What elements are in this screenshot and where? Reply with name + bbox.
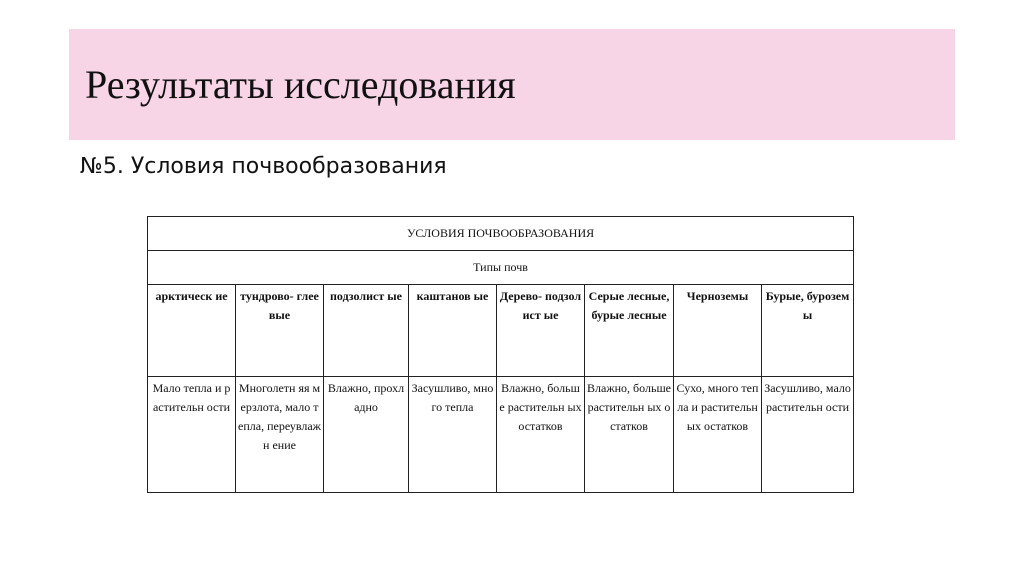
soil-types-row — [148, 285, 854, 377]
column-header: подзолист ые — [324, 285, 409, 377]
table-cell: Сухо, много тепла и растительн ых остатков — [674, 377, 762, 493]
table-cell: Мало тепла и растительн ости — [148, 377, 236, 493]
column-header: Дерево- подзолист ые — [497, 285, 585, 377]
table-cell: Влажно, прохладно — [324, 377, 409, 493]
title-band — [69, 29, 955, 140]
conditions-row — [148, 377, 854, 493]
table-cell: Влажно, больше растительн ых остатков — [497, 377, 585, 493]
soil-conditions-table — [147, 216, 854, 493]
column-header: Серые лесные, бурые лесные — [585, 285, 674, 377]
column-header: каштанов ые — [409, 285, 497, 377]
table-cell: Засушливо, мало растительн ости — [762, 377, 854, 493]
table-cell: Засушливо, много тепла — [409, 377, 497, 493]
slide-subtitle: №5. Условия почвообразования — [80, 154, 447, 179]
column-header: Черноземы — [674, 285, 762, 377]
table-cell: Многолетн яя мерзлота, мало тепла, переувлажн ение — [236, 377, 324, 493]
table-subheader: Типы почв — [148, 251, 854, 285]
column-header: арктическ ие — [148, 285, 236, 377]
column-header: тундрово- глеевые — [236, 285, 324, 377]
slide-title: Результаты исследования — [85, 62, 516, 107]
column-header: Бурые, буроземы — [762, 285, 854, 377]
table-header: УСЛОВИЯ ПОЧВООБРАЗОВАНИЯ — [148, 217, 854, 251]
table-cell: Влажно, больше растительн ых остатков — [585, 377, 674, 493]
